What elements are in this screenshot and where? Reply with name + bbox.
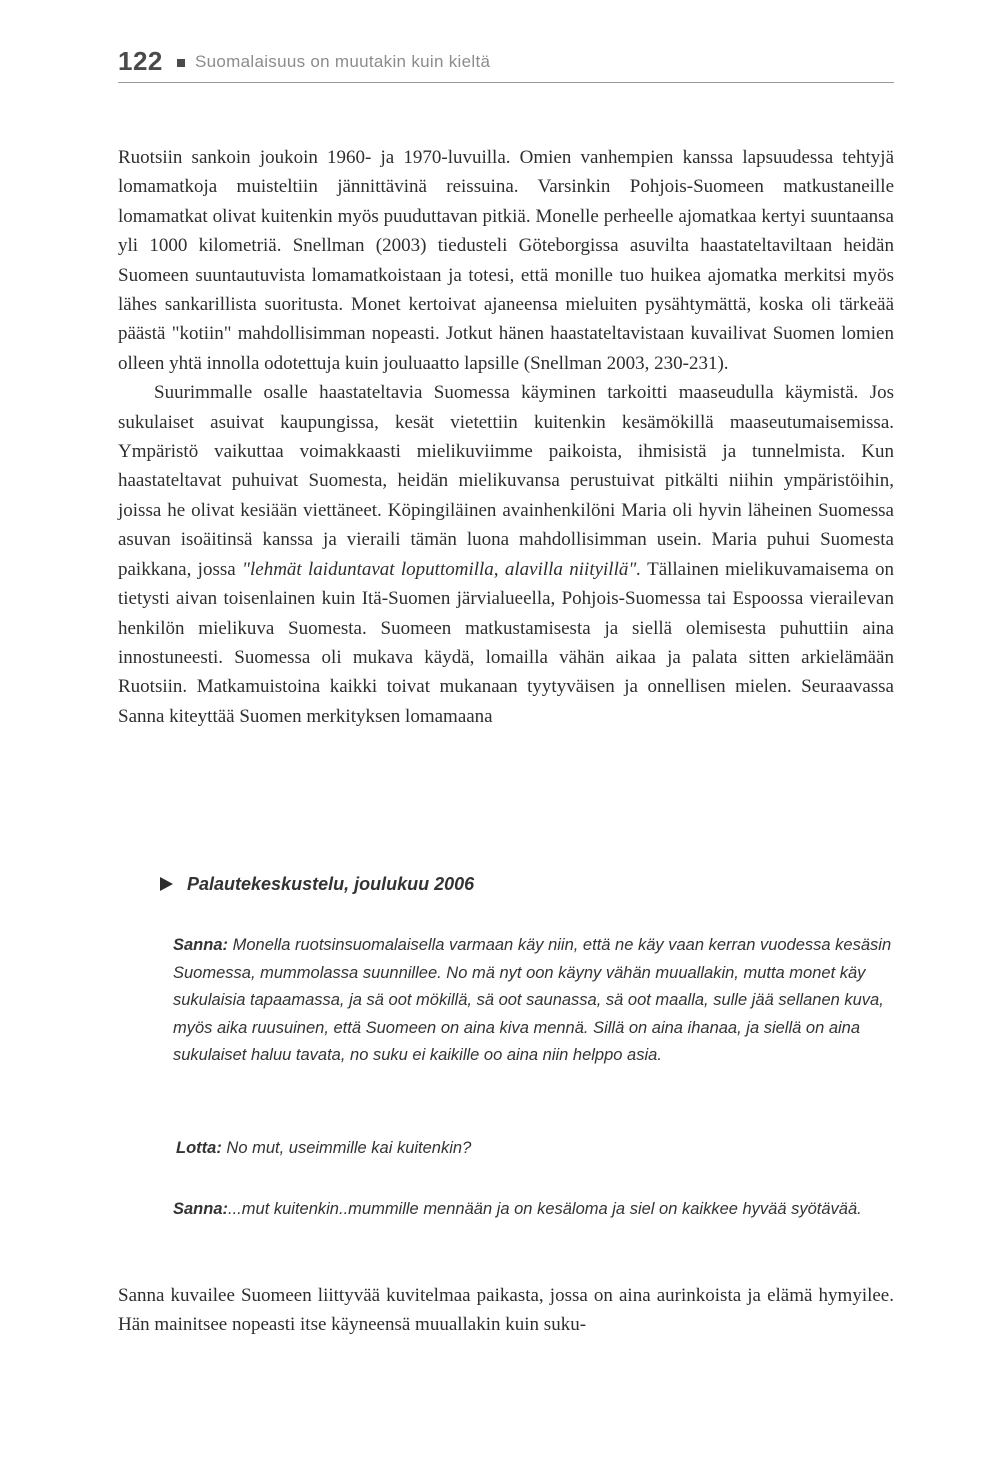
dialogue-text: Monella ruotsinsuomalaisella varmaan käy niin, että ne käy vaan kerran vuodessa kesäsin Suomessa, mummolassa suunnillee. No mä nyt oon käyny vähän muuallakin, mutta monet käy sukulaisia tapaamassa, ja sä oot mökillä, sä oot saunassa, sä oot maalla, sulle jää sellanen kuva, myös aika ruusuinen, että Suomeen on aina kiva mennä. Sillä on aina ihanaa, ja siellä on aina sukulaiset haluu tavata, no suku ei kaikille oo aina niin helppo asia.: [173, 936, 892, 1065]
closing-text: Sanna kuvailee Suomeen liittyvää kuvitelmaa paikasta, jossa on aina aurinkoista ja elämä hymyilee. Hän mainitsee nopeasti itse käyneensä muuallakin kuin suku-: [118, 1285, 894, 1336]
dialogue-turn: [173, 1196, 895, 1224]
running-title: Suomalaisuus on muutakin kuin kieltä: [195, 52, 491, 71]
closing-paragraph: [118, 1281, 894, 1340]
page-number: 122: [118, 46, 163, 76]
speaker-name: Sanna:: [173, 1200, 229, 1218]
paragraph-1: Ruotsiin sankoin joukoin 1960- ja 1970-luvuilla. Omien vanhempien kanssa lapsuudessa tehtyjä lomamatkoja muisteltiin jännittävinä reissuina. Varsinkin Pohjois-Suomeen matkustaneille lomamatkat olivat kuitenkin myös puuduttavan pitkiä. Monelle perheelle ajomatkaa kertyi suuntaansa yli 1000 kilometriä. Snellman (2003) tiedusteli Göteborgissa asuvilta haastateltaviltaan heidän Suomeen suuntautuvista lomamatkoistaan ja totesi, että monille tuo huikea ajomatka merkitsi myös lähes sankarillista suoritusta. Monet kertoivat ajaneensa mieluiten pysähtymättä, koska oli tärkeää päästä "kotiin" mahdollisimman nopeasti. Jotkut hänen haastateltavistaan kuvailivat Suomen lomien olleen yhtä innolla odotettuja kuin jouluaatto lapsille (Snellman 2003, 230-231).: [118, 147, 894, 374]
paragraph-2-start: Suurimmalle osalle haastateltavia Suomessa käyminen tarkoitti maaseudulla käymistä. Jos sukulaiset asuivat kaupungissa, kesät vietettiin kuitenkin kesämökillä maaseutumaisemissa. Ympäristö vaikuttaa voimakkaasti mielikuviimme paikoista, ihmisistä ja tunnelmista. Kun haastateltavat puhuivat Suomesta, heidän mielikuvansa perustuivat pitkälti niihin ympäristöihin, joissa he olivat kesiään viettäneet. Köpingiläinen avainhenkilöni Maria oli hyvin läheinen Suomessa asuvan isoäitinsä kanssa ja vieraili tämän luona mahdollisimman usein. Maria puhui Suomesta paikkana, jossa: [118, 382, 894, 580]
speaker-name: Sanna:: [173, 936, 229, 954]
section-heading: [160, 874, 474, 895]
square-bullet-icon: [177, 59, 185, 67]
paragraph-2-end: Tällainen mielikuvamaisema on tietysti aivan toisenlainen kuin Itä-Suomen järvialueella, Pohjois-Suomessa tai Espoossa vierailevan henkilön mielikuva Suomesta. Suomeen matkustamisesta ja siellä olemisesta puhuttiin aina innostuneesti. Suomessa oli mukava käydä, lomailla vähän aikaa ja palata sitten arkielämään Ruotsiin. Matkamuistoina kaikki toivat mukanaan tyytyväisen ja onnellisen mielen. Seuraavassa Sanna kiteyttää Suomen merkityksen lomamaana: [118, 558, 894, 727]
dialogue-turn: [176, 1135, 898, 1163]
dialogue-text: No mut, useimmille kai kuitenkin?: [221, 1139, 472, 1157]
main-text: [118, 143, 894, 731]
running-header: [118, 44, 894, 83]
maria-quote: "lehmät laiduntavat loputtomilla, alavilla niityillä".: [242, 558, 642, 580]
play-arrow-icon: [160, 877, 173, 891]
speaker-name: Lotta:: [176, 1139, 222, 1157]
dialogue-turn: [173, 932, 895, 1070]
dialogue-text: ...mut kuitenkin..mummille mennään ja on kesäloma ja siel on kaikkee hyvää syötävää.: [228, 1200, 862, 1218]
paragraph-2: [118, 378, 894, 731]
section-heading-text: Palautekeskustelu, joulukuu 2006: [187, 874, 475, 894]
